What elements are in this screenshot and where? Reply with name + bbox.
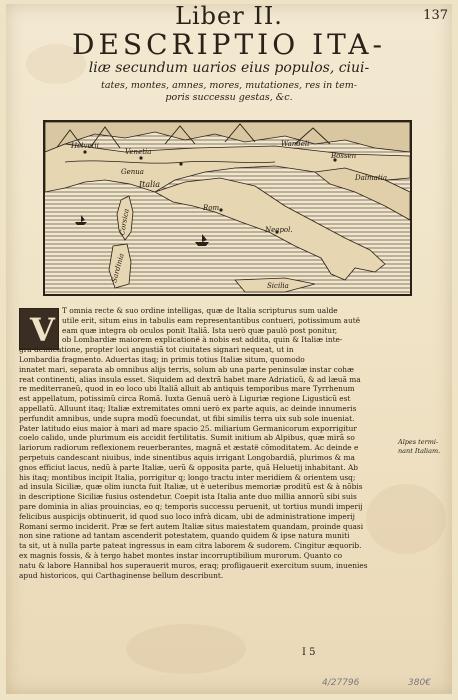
text-line: his itaq; montibus incipit Italia, porrigitur q; longo tractu inter meridiem & orientem usq; (19, 472, 356, 482)
text-line: ob Lombardiæ maiorem explicationë à nobis est addita, quin & Italiæ inte- (62, 335, 343, 345)
text-line: ta sit, ut à nulla parte pateat ingressus in eam citra laborem & sudorem. Cingitur æquorib. (19, 541, 362, 551)
text-line: coelo calido, unde plurimum eis accidit fertilitatis. Sumit initium ab Alpibus, quæ mirã so (19, 433, 355, 443)
text-line: perpetuis candescant niuibus, inde sinentibus aquis irrigant Longobardiã, plurimos & ma (19, 452, 355, 462)
text-line: innatet mari, separata ab omnibus alijs terris, solum ab una parte peninsulæ instar cohæ (19, 364, 354, 374)
signature-mark: I 5 (302, 647, 316, 658)
map-label-sardinia: Sardinia (110, 252, 126, 284)
page-number: 137 (423, 8, 448, 23)
map-label-sicilia: Sicilia (267, 282, 289, 290)
text-line: utile erit, situm eius in tabulis eam representantibus contueri, potissimum autë (62, 315, 361, 325)
text-line: natu & labore Hannibal hos superauerit muros, eraq; profligauerit exercitum suum, inuenies (19, 560, 368, 570)
text-line: Lombardia fragmento. Aduertas itaq; in primis totius Italiæ situm, quomodo (19, 354, 305, 364)
italy-woodcut-map (43, 120, 412, 296)
map-label-venetia: Venetia (125, 148, 152, 156)
text-line: T omnia recte & suo ordine intelligas, quæ de Italia scripturus sum ualde (62, 306, 338, 315)
map-label-neapolis: Neapol. (265, 226, 293, 234)
page-subtitle-line-3: poris successu gestas, &c. (165, 92, 293, 103)
map-label-wandeli: Wandeli (281, 140, 310, 148)
text-line: felicibus auspicijs obtinuerit, id quod suo loco infrà dicam, ubi de administratione imperij (19, 511, 355, 521)
text-line: lariorum radiorum reflexionem reuerberantes, magnã et æstatë cõmoditatem. Ac deinde e (19, 443, 359, 453)
decorated-initial-letter: V (30, 311, 55, 349)
book-heading: Liber II. (175, 2, 283, 30)
text-line: ex magnis fossis, & à tergo habet montes instar incorruptibilium murorum. Quanto co (19, 550, 343, 560)
map-drawing (45, 122, 410, 294)
page-subtitle-line-2: tates, montes, amnes, mores, mutationes, res in tem- (101, 80, 357, 91)
text-line: in descriptione Siciliæ fusius ostendetur. Coepit ista Italia ante duo millia annorũ sibi suis (19, 492, 357, 502)
map-label-genua: Genua (121, 168, 144, 176)
text-line: gra delineatione, propter loci angustiã tot ciuitates signari nequeat, ut in (19, 345, 294, 355)
text-line: re mediterraneũ, quod in eo loco ubi Italiã alluit ab antiquis temporibus mare Tyrrhenum (19, 384, 355, 394)
map-label-dalmatia: Dalmatia (355, 174, 388, 182)
text-line: appellatũ. Alluunt itaq; Italiæ extremitates omni uerò ex parte aquis, ac deinde innumeris (19, 403, 357, 413)
text-line: Romani sermo inciderit. Præ se fert autem Italiæ situs maiestatem quandam, proinde quasi (19, 521, 364, 531)
pencil-inventory-number: 4/27796 (322, 678, 360, 688)
text-line: gnos efficiut lacus, nedũ à parte Italiæ, uerũ & opposita parte, quã Heluetij inhabitant. Ab (19, 462, 359, 472)
text-line: eam quæ integra ob oculos ponit Italiã. Ista uerò quæ paulò post ponitur, (62, 325, 338, 335)
map-label-corsica: Corsica (118, 208, 131, 236)
pencil-price-note: 380€ (408, 678, 431, 688)
text-line: Pater latitudo eius maior à mari ad mare spacio 25. miliarium Germanicorum exporrigitur (19, 423, 357, 433)
page-title: DESCRIPTIO ITA- (72, 28, 386, 61)
map-label-helvetii: Helvetii (71, 142, 99, 150)
text-line: ad insula Siciliæ, quæ olim iuncta fuit Italiæ, ut è ueteribus memoriæ proditũ est & à nõbis (19, 482, 363, 492)
paper-stain (126, 624, 246, 674)
body-text (19, 306, 406, 580)
map-label-rom: Rom (203, 204, 220, 212)
map-label-bossen: Bossen (331, 152, 357, 160)
margin-note: Alpes termi- (398, 438, 439, 446)
text-line: non sine ratione ad tantam ascenderit potestatem, quando quidem & ipse natura muniti (19, 531, 350, 541)
text-line: reat continenti, alias insula esset. Siquidem ad dextrã habet mare Adriaticũ, & ad læuã ma (19, 374, 361, 384)
decorated-initial (19, 308, 59, 350)
text-line: est appellatum, potissimũ circa Romã. Iuxta Genuã uerò à Liguriæ regione Ligusticũ est (19, 394, 351, 404)
margin-note: nant Italiam. (398, 447, 441, 455)
map-label-italia: Italia (139, 180, 161, 189)
text-line: pare dominia in alias prouincias, eo q; temporis successu peruenit, ut tortius mundi imperij (19, 501, 363, 511)
text-line: perfundit amnibus, unde supra modũ foecundat, ut fibi similis terra uix sub sole inueniat. (19, 413, 355, 423)
text-line: apud historicos, qui Carthaginense bellum describunt. (19, 570, 224, 580)
page-subtitle: liæ secundum uarios eius populos, ciui- (88, 60, 370, 76)
